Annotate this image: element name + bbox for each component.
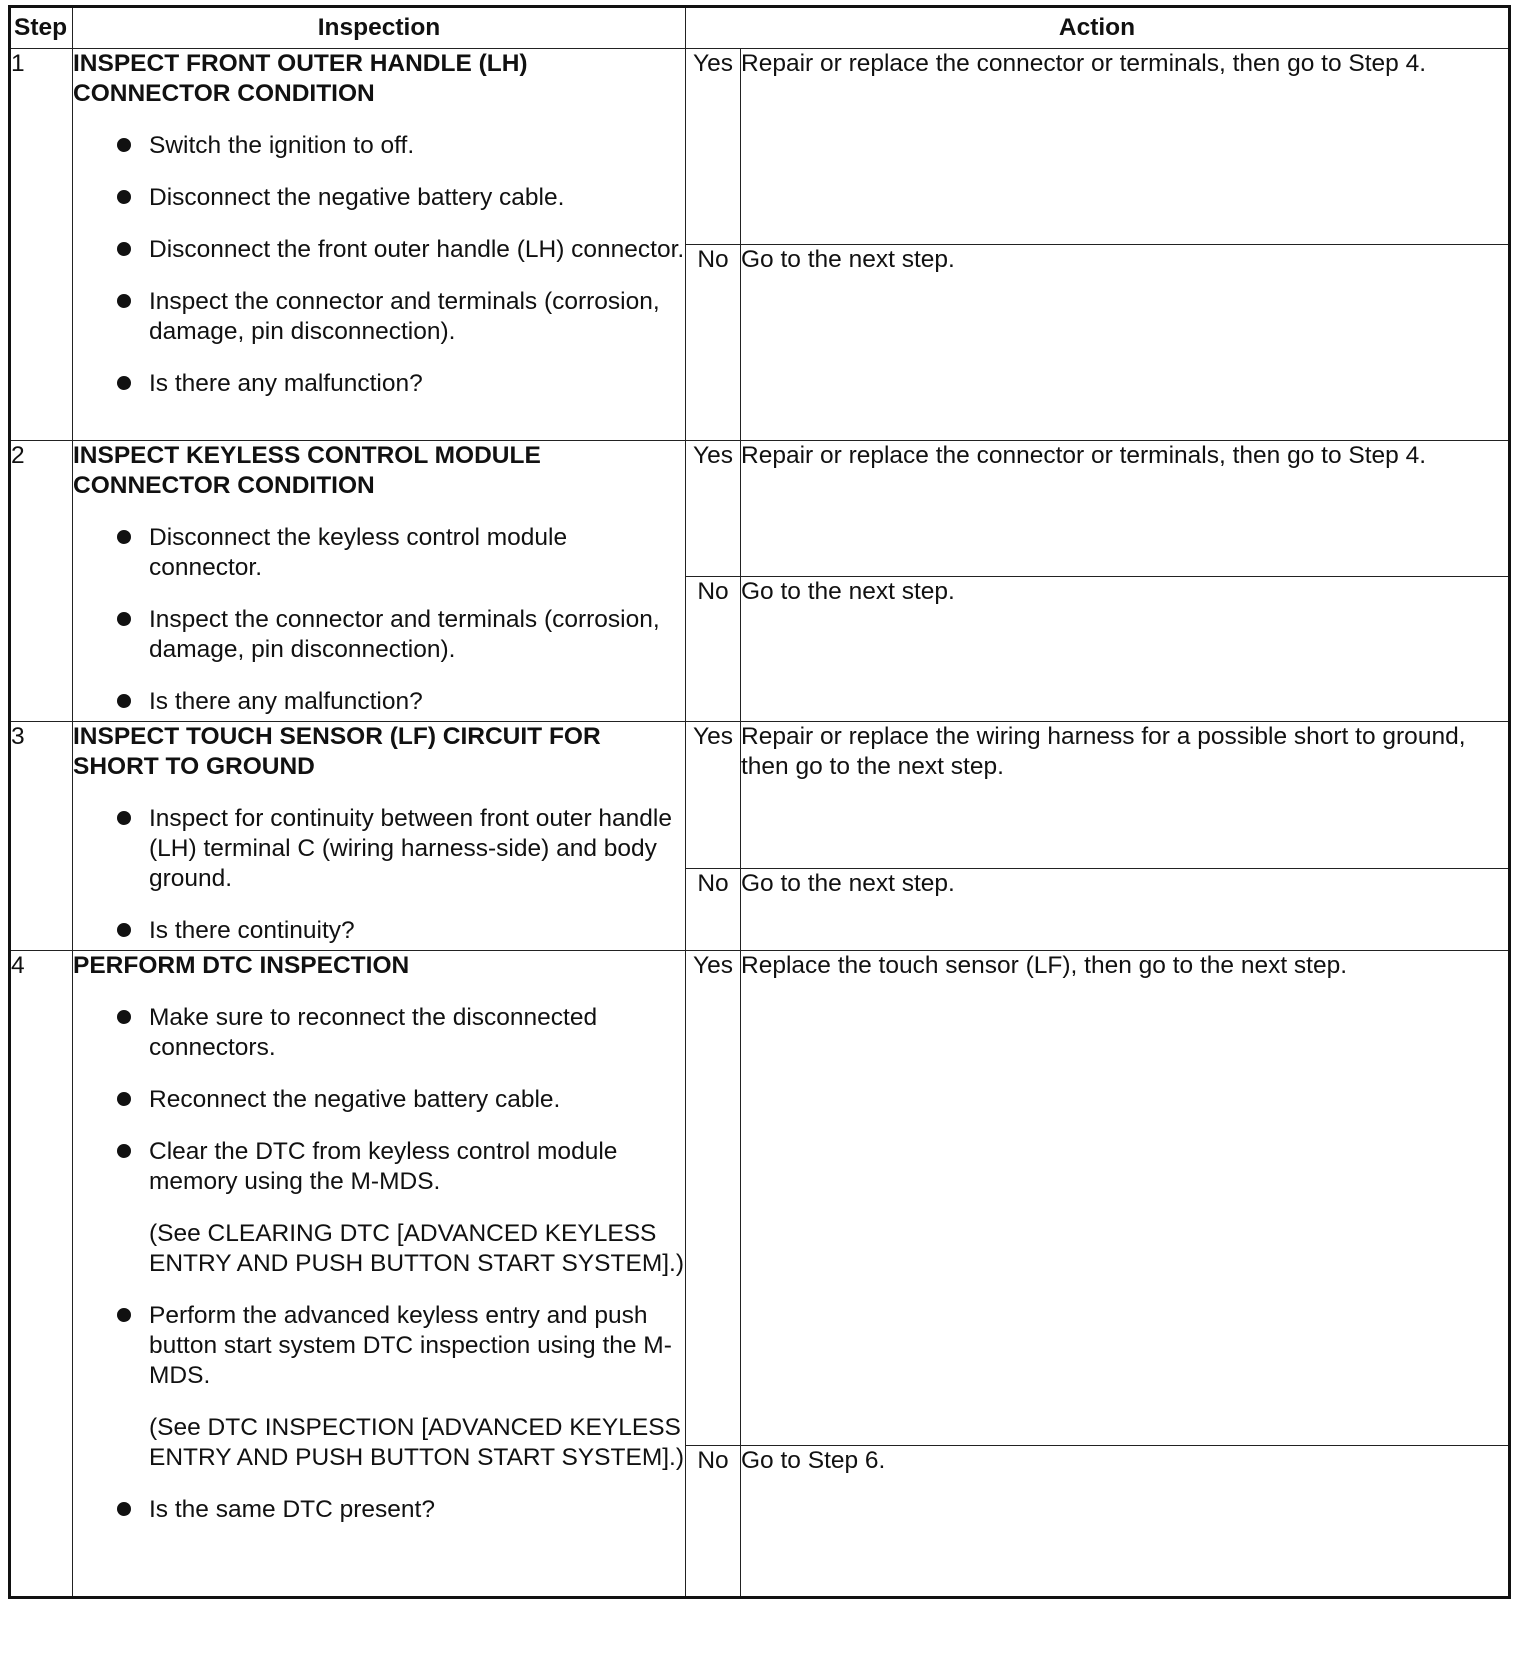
no-label: No [686,245,741,441]
yes-action: Repair or replace the wiring harness for a possible short to ground, then go to the next step. [741,722,1510,869]
no-label: No [686,869,741,951]
bullet-icon [117,530,131,544]
bullet-item: Is there any malfunction? [73,687,685,717]
bullet-icon [117,190,131,204]
bullet-icon [117,694,131,708]
bullet-item: Is there any malfunction? [73,369,685,399]
bullet-item: Clear the DTC from keyless control module memory using the M-MDS. (See CLEARING DTC [ADVANCED KEYLESS ENTRY AND PUSH BUTTON START SYSTEM].) [73,1137,685,1279]
step-4-inspection [73,951,686,1598]
bullet-item: Inspect the connector and terminals (corrosion, damage, pin disconnection). [73,605,685,665]
bullet-icon [117,612,131,626]
bullet-icon [117,1308,131,1322]
bullet-icon [117,242,131,256]
bullet-item: Make sure to reconnect the disconnected connectors. [73,1003,685,1063]
step-title: PERFORM DTC INSPECTION [73,952,410,979]
bullet-icon [117,1092,131,1106]
bullet-item: Inspect for continuity between front outer handle (LH) terminal C (wiring harness-side) and body ground. [73,804,685,894]
bullet-item: Disconnect the negative battery cable. [73,183,685,213]
header-action: Action [686,7,1510,49]
reference-note: (See DTC INSPECTION [ADVANCED KEYLESS ENTRY AND PUSH BUTTON START SYSTEM].) [149,1414,685,1471]
step-number: 2 [10,441,73,722]
step-4-yes-row [10,951,1510,1446]
yes-action: Replace the touch sensor (LF), then go to the next step. [741,951,1510,1446]
bullet-item: Switch the ignition to off. [73,131,685,161]
step-title: INSPECT FRONT OUTER HANDLE (LH) CONNECTOR CONDITION [73,50,528,107]
bullet-icon [117,376,131,390]
no-action: Go to the next step. [741,245,1510,441]
bullet-item: Disconnect the keyless control module connector. [73,523,685,583]
step-title: INSPECT KEYLESS CONTROL MODULE CONNECTOR CONDITION [73,442,541,499]
no-action: Go to the next step. [741,576,1510,721]
yes-label: Yes [686,49,741,245]
bullet-item: Is there continuity? [73,916,685,946]
bullet-item: Perform the advanced keyless entry and push button start system DTC inspection using the M-MDS. (See DTC INSPECTION [ADVANCED KEYLESS ENTRY AND PUSH BUTTON START SYSTEM].) [73,1301,685,1473]
step-2-yes-row [10,441,1510,577]
step-number: 3 [10,722,73,951]
header-row [10,7,1510,49]
bullet-icon [117,1144,131,1158]
bullet-item: Reconnect the negative battery cable. [73,1085,685,1115]
yes-label: Yes [686,441,741,577]
bullet-icon [117,138,131,152]
bullet-item: Is the same DTC present? [73,1495,685,1525]
bullet-item: Inspect the connector and terminals (corrosion, damage, pin disconnection). [73,287,685,347]
bullet-icon [117,1010,131,1024]
yes-label: Yes [686,722,741,869]
no-label: No [686,1446,741,1598]
header-inspection: Inspection [73,7,686,49]
yes-action: Repair or replace the connector or terminals, then go to Step 4. [741,49,1510,245]
step-3-inspection [73,722,686,951]
step-1-inspection [73,49,686,441]
bullet-icon [117,1502,131,1516]
step-3-yes-row [10,722,1510,869]
step-1-yes-row [10,49,1510,245]
yes-label: Yes [686,951,741,1446]
step-number: 1 [10,49,73,441]
bullet-item: Disconnect the front outer handle (LH) connector. [73,235,685,265]
step-number: 4 [10,951,73,1598]
header-step: Step [10,7,73,49]
step-title: INSPECT TOUCH SENSOR (LF) CIRCUIT FOR SHORT TO GROUND [73,723,601,780]
no-action: Go to the next step. [741,869,1510,951]
bullet-icon [117,294,131,308]
yes-action: Repair or replace the connector or terminals, then go to Step 4. [741,441,1510,577]
bullet-icon [117,923,131,937]
reference-note: (See CLEARING DTC [ADVANCED KEYLESS ENTRY AND PUSH BUTTON START SYSTEM].) [149,1220,685,1277]
no-label: No [686,576,741,721]
bullet-icon [117,811,131,825]
inspection-table [8,5,1511,1599]
step-2-inspection [73,441,686,722]
no-action: Go to Step 6. [741,1446,1510,1598]
